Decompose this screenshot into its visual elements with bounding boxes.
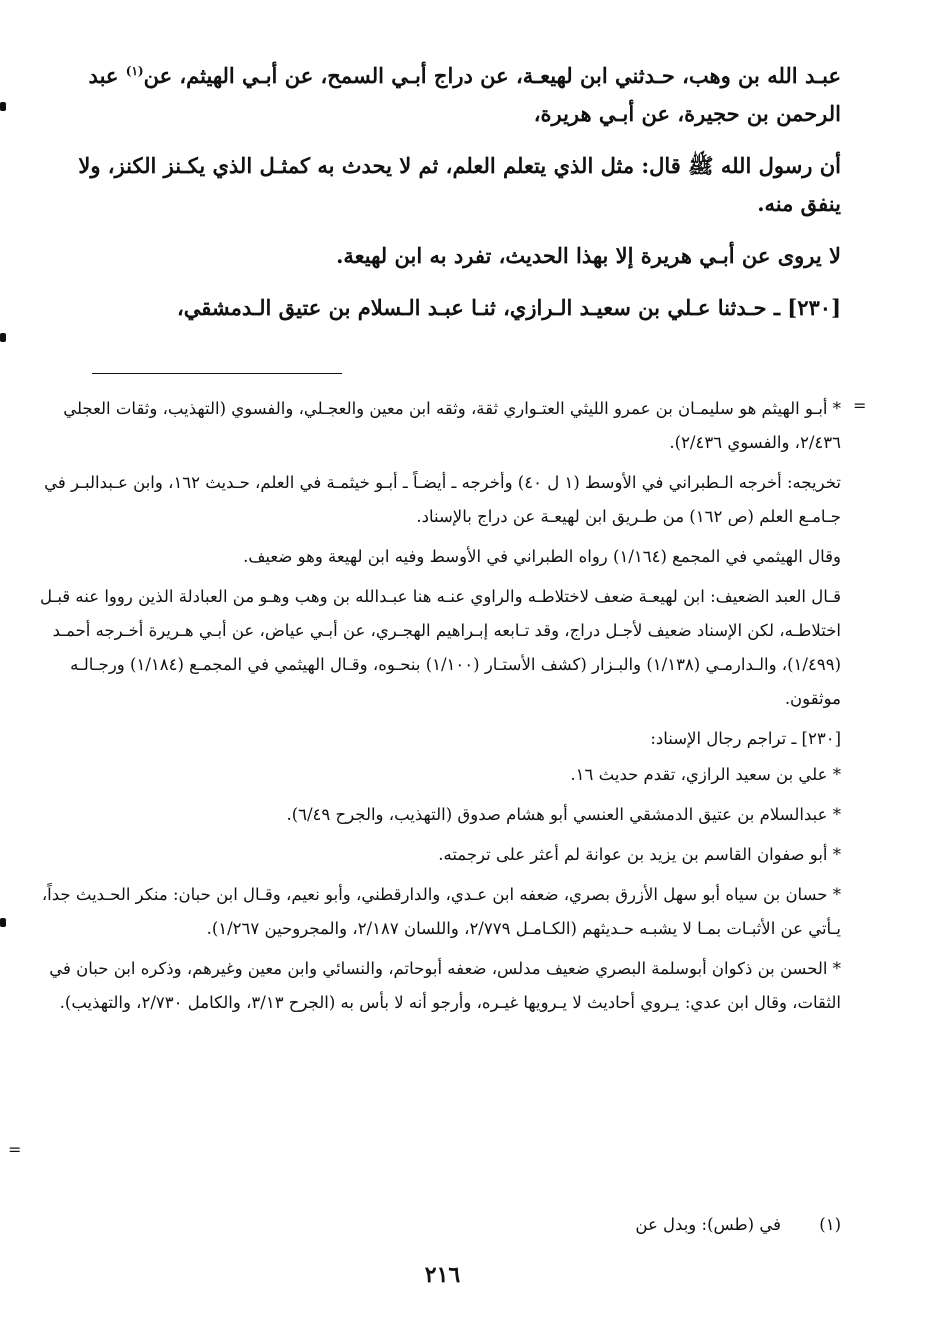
main-paragraph-2: أن رسول الله ﷺ قال: مثل الذي يتعلم العلم، ثم لا يحدث به كمثـل الذي يكـنز الكنز، ولا ينفق منه. [78,153,841,216]
page-number: ٢١٦ [424,1262,461,1288]
main-line-2: عبد الرحمن بن حجيرة، عن أبـي هريرة، [88,63,841,126]
scan-mark [0,333,6,342]
scan-mark [0,102,6,111]
footnote-number: (١) [819,1215,841,1234]
note-author-comment: قـال العبد الضعيف: ابن لهيعـة ضعف لاختلاطـه والراوي عنـه هنا عبـدالله بن وهب وهـو من العبادلة الذين رووا عنه قبـل اختلاطـه، لكن الإسناد ضعيف لأجـل دراج، وقد تـابعه إبـراهيم الهجـري، عن أبـي عياض، عن أبـي هـريرة أخـرجه أحمـد (١/٤٩٩)، والـدارمـي (١/١٣٨) والبـزار (كشف الأستـار (١/١٠٠) بنحـوه، وقـال الهيثمي في المجمـع (١/١٨٤) ورجـالـه موثقون. [39,587,841,708]
narrator-1: * علي بن سعيد الرازي، تقدم حديث ١٦. [570,765,841,784]
main-line-1: عبـد الله بن وهب، حـدثني ابن لهيعـة، عن دراج أبـي السمح، عن أبـي الهيثم، عن [143,63,841,88]
footnote-reference: (١) [125,64,144,78]
main-paragraph-4: [٢٣٠] ـ حـدثنا عـلي بن سعيـد الـرازي، ثنـا عبـد الـسلام بن عتيق الـدمشقي، [177,295,841,320]
narrator-2: * عبدالسلام بن عتيق الدمشقي العنسي أبو هشام صدوق (التهذيب، والجرح ٦/٤٩). [286,805,841,824]
narrator-3: * أبو صفوان القاسم بن يزيد بن عوانة لم أعثر على ترجمته. [438,845,841,864]
main-text [31,52,841,341]
narrators-heading: [٢٣٠] ـ تراجم رجال الإسناد: [650,729,841,748]
main-paragraph-3: لا يروى عن أبـي هريرة إلا بهذا الحديث، تفرد به ابن لهيعة. [336,243,841,268]
margin-equals-mark: = [853,396,867,415]
note-takhrij: تخريجه: أخرجه الـطبراني في الأوسط (١ ل ٤٠) وأخرجه ـ أيضـاً ـ أبـو خيثمـة في العلم، حـديث ١٦٢، وابن عـبدالبـر في جـامـع العلم (ص ١٦٢) من طـريق ابن لهيعـة عن دراج بالإسناد. [44,473,841,526]
footnote [33,1210,841,1240]
narrator-4: * حسان بن سياه أبو سهل الأزرق بصري، ضعفه ابن عـدي، والدارقطني، وأبو نعيم، وقـال ابن حبان: منكر الحـديث جداً، يـأتي عن الأثبـات بمـا لا يشبـه حـديثهم (الكـامـل ٢/٧٧٩، واللسان ٢/١٨٧، والمجروحين ١/٢٦٧). [41,885,841,938]
footnote-text: في (طس): وبدل عن [635,1215,781,1234]
narrator-5: * الحسن بن ذكوان أبوسلمة البصري ضعيف مدلس، ضعفه أبوحاتم، والنسائي وابن معين وغيرهم، وذكره ابن حبان في الثقات، وقال ابن عدي: يـروي أحاديث لا يـرويها غيـره، وأرجو أنه لا بأس به (الجرح ٣/١٣، والكامل ٢/٧٣٠، والتهذيب). [49,959,841,1012]
main-paragraph-1 [31,52,841,133]
scan-mark [0,918,6,927]
note-haythami: وقال الهيثمي في المجمع (١/١٦٤) رواه الطبراني في الأوسط وفيه ابن لهيعة وهو ضعيف. [243,547,841,566]
margin-equals-mark-left: = [8,1140,22,1159]
notes-divider [92,373,342,374]
note-abu-haytham: * أبـو الهيثم هو سليمـان بن عمرو الليثي العتـواري ثقة، وثقه ابن معين والعجـلي، والفسوي (التهذيب، وثقات العجلي ٢/٤٣٦، والفسوي ٢/٤٣٦). [63,399,841,452]
notes-section [33,392,841,1026]
